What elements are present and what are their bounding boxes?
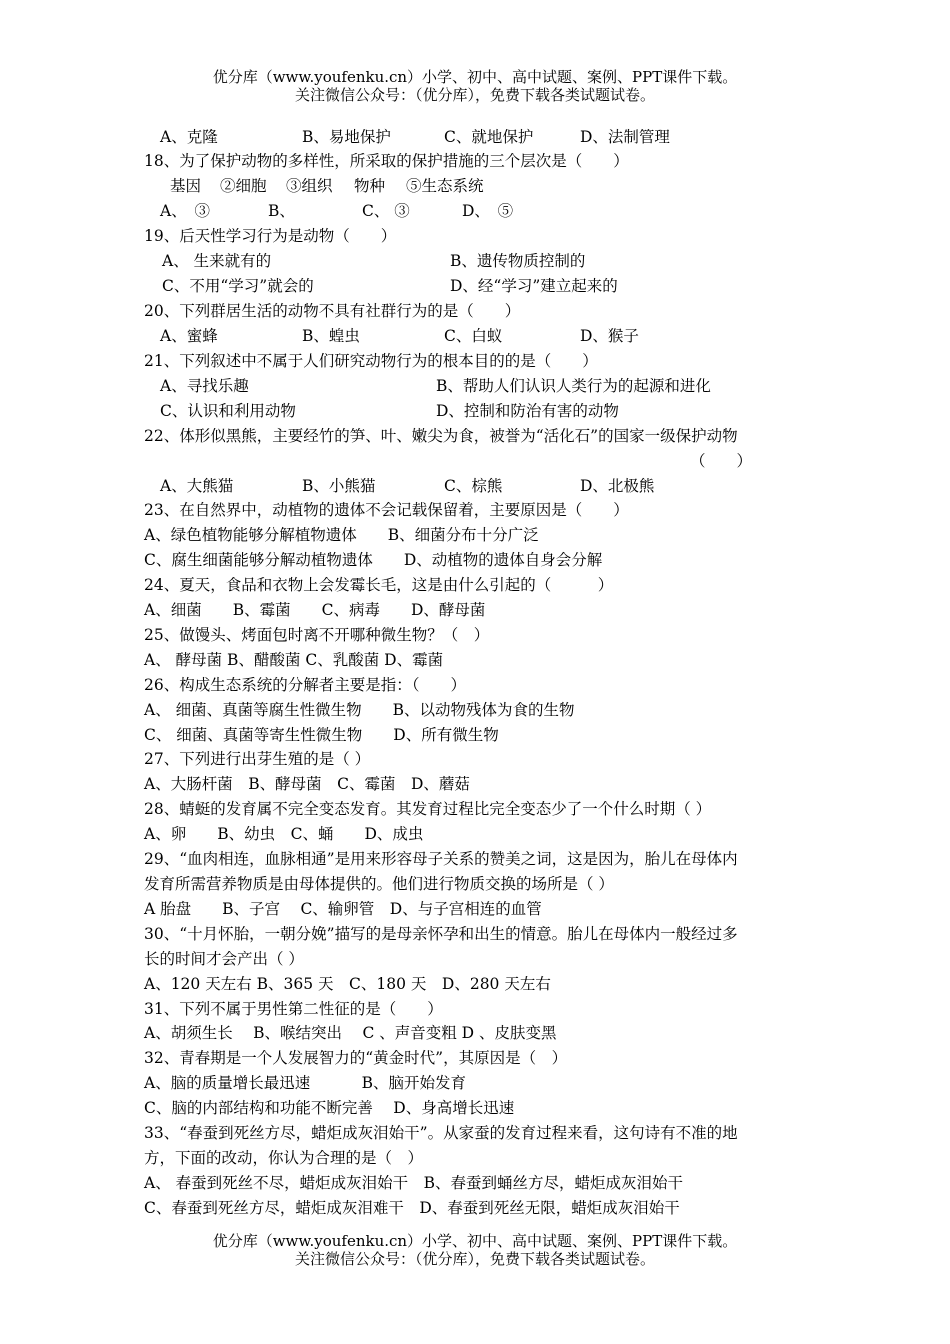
q20-option-a: A、蜜蜂: [160, 327, 218, 345]
q18-item-1: 基因: [170, 177, 202, 195]
q33-options-cd: C、春蚕到死丝方尽，蜡炬成灰泪难干 D、春蚕到死丝无限，蜡炬成灰泪始干: [144, 1199, 680, 1217]
q21-option-c: C、认识和利用动物: [160, 402, 296, 420]
q20-option-d: D、猴子: [580, 327, 639, 345]
q25-options: A、 酵母菌 B、醋酸菌 C、乳酸菌 D、霉菌: [144, 651, 444, 669]
q18-option-c: C、 ③: [362, 202, 410, 220]
q21-option-a: A、寻找乐趣: [160, 377, 249, 395]
header-line-1: 优分库（www.youfenku.cn）小学、初中、高中试题、案例、PPT课件下载。: [212, 68, 738, 86]
q17-option-b: B、易地保护: [302, 128, 391, 146]
q22-option-b: B、小熊猫: [302, 477, 376, 495]
q17-option-c: C、就地保护: [444, 128, 534, 146]
q31-options: A、胡须生长 B、喉结突出 C 、声音变粗 D 、皮肤变黑: [144, 1024, 557, 1042]
q19-stem: 19、后天性学习行为是动物（ ）: [144, 227, 397, 245]
q20-stem: 20、下列群居生活的动物不具有社群行为的是（ ）: [144, 302, 521, 320]
q26-options-ab: A、 细菌、真菌等腐生性微生物 B、以动物残体为食的生物: [144, 701, 575, 719]
q32-options-ab: A、脑的质量增长最迅速 B、脑开始发育: [144, 1074, 467, 1092]
q17-option-d: D、法制管理: [580, 128, 670, 146]
q19-option-b: B、遗传物质控制的: [450, 252, 586, 270]
q23-options-cd: C、腐生细菌能够分解动植物遗体 D、动植物的遗体自身会分解: [144, 551, 603, 569]
page-header: [0, 68, 950, 104]
q28-options: A、卵 B、幼虫 C、蛹 D、成虫: [144, 825, 424, 843]
q18-option-d: D、 ⑤: [462, 202, 514, 220]
q18-option-a: A、 ③: [160, 202, 210, 220]
q30-stem-line-1: 30、“十月怀胎，一朝分娩”描写的是母亲怀孕和出生的情意。胎儿在母体内一般经过多: [144, 925, 738, 943]
q24-options: A、细菌 B、霉菌 C、病毒 D、酵母菌: [144, 601, 486, 619]
q18-item-5: ⑤生态系统: [406, 177, 484, 195]
q21-option-d: D、控制和防治有害的动物: [436, 402, 619, 420]
q20-option-c: C、白蚁: [444, 327, 503, 345]
q19-option-d: D、经“学习”建立起来的: [450, 277, 618, 295]
q19-option-a: A、 生来就有的: [162, 252, 272, 270]
q22-option-c: C、棕熊: [444, 477, 503, 495]
q17-option-a: A、克隆: [160, 128, 218, 146]
q18-option-b: B、: [268, 202, 295, 220]
q19-option-c: C、不用“学习”就会的: [162, 277, 314, 295]
q18-item-3: ③组织: [286, 177, 333, 195]
q21-option-b: B、帮助人们认识人类行为的起源和进化: [436, 377, 711, 395]
q27-options: A、大肠杆菌 B、酵母菌 C、霉菌 D、蘑菇: [144, 775, 470, 793]
q32-stem: 32、青春期是一个人发展智力的“黄金时代”，其原因是（ ）: [144, 1049, 568, 1067]
q25-stem: 25、做馒头、烤面包时离不开哪种微生物？（ ）: [144, 626, 490, 644]
q22-answer-paren: （ ）: [690, 452, 753, 470]
q26-options-cd: C、 细菌、真菌等寄生性微生物 D、所有微生物: [144, 726, 499, 744]
q26-stem: 26、构成生态系统的分解者主要是指：（ ）: [144, 676, 466, 694]
page-footer: [0, 1232, 950, 1268]
q23-options-ab: A、绿色植物能够分解植物遗体 B、细菌分布十分广泛: [144, 526, 539, 544]
footer-line-2: 关注微信公众号：（优分库），免费下载各类试题试卷。: [294, 1250, 655, 1268]
q18-item-2: ②细胞: [220, 177, 267, 195]
q20-option-b: B、蝗虫: [302, 327, 360, 345]
q30-options: A、120 天左右 B、365 天 C、180 天 D、280 天左右: [144, 975, 551, 993]
q23-stem: 23、在自然界中，动植物的遗体不会记载保留着，主要原因是（ ）: [144, 501, 629, 519]
q22-option-d: D、北极熊: [580, 477, 655, 495]
q33-stem-line-1: 33、“春蚕到死丝方尽，蜡炬成灰泪始干”。从家蚕的发育过程来看，这句诗有不准的地: [144, 1124, 738, 1142]
q29-options: A 胎盘 B、子宫 C、输卵管 D、与子宫相连的血管: [144, 900, 542, 918]
q33-options-ab: A、 春蚕到死丝不尽，蜡炬成灰泪始干 B、春蚕到蛹丝方尽，蜡炬成灰泪始干: [144, 1174, 684, 1192]
q27-stem: 27、下列进行出芽生殖的是（ ）: [144, 750, 371, 768]
q22-option-a: A、大熊猫: [160, 477, 234, 495]
footer-line-1: 优分库（www.youfenku.cn）小学、初中、高中试题、案例、PPT课件下载。: [212, 1232, 738, 1250]
q30-stem-line-2: 长的时间才会产出（ ）: [144, 950, 304, 968]
q29-stem-line-1: 29、“血肉相连，血脉相通”是用来形容母子关系的赞美之词，这是因为，胎儿在母体内: [144, 850, 738, 868]
q32-options-cd: C、脑的内部结构和功能不断完善 D、身高增长迅速: [144, 1099, 515, 1117]
q24-stem: 24、夏天，食品和衣物上会发霉长毛，这是由什么引起的（ ）: [144, 576, 614, 594]
q29-stem-line-2: 发育所需营养物质是由母体提供的。他们进行物质交换的场所是（ ）: [144, 875, 614, 893]
q18-stem: 18、为了保护动物的多样性，所采取的保护措施的三个层次是（ ）: [144, 152, 629, 170]
q33-stem-line-2: 方，下面的改动，你认为合理的是（ ）: [144, 1149, 424, 1167]
header-line-2: 关注微信公众号：（优分库），免费下载各类试题试卷。: [294, 86, 655, 104]
q31-stem: 31、下列不属于男性第二性征的是（ ）: [144, 1000, 443, 1018]
q22-stem: 22、体形似黑熊，主要经竹的笋、叶、嫩尖为食，被誉为“活化石”的国家一级保护动物: [144, 427, 738, 445]
q28-stem: 28、蜻蜓的发育属不完全变态发育。其发育过程比完全变态少了一个什么时期（ ）: [144, 800, 712, 818]
q21-stem: 21、下列叙述中不属于人们研究动物行为的根本目的的是（ ）: [144, 352, 598, 370]
q18-item-4: 物种: [354, 177, 386, 195]
